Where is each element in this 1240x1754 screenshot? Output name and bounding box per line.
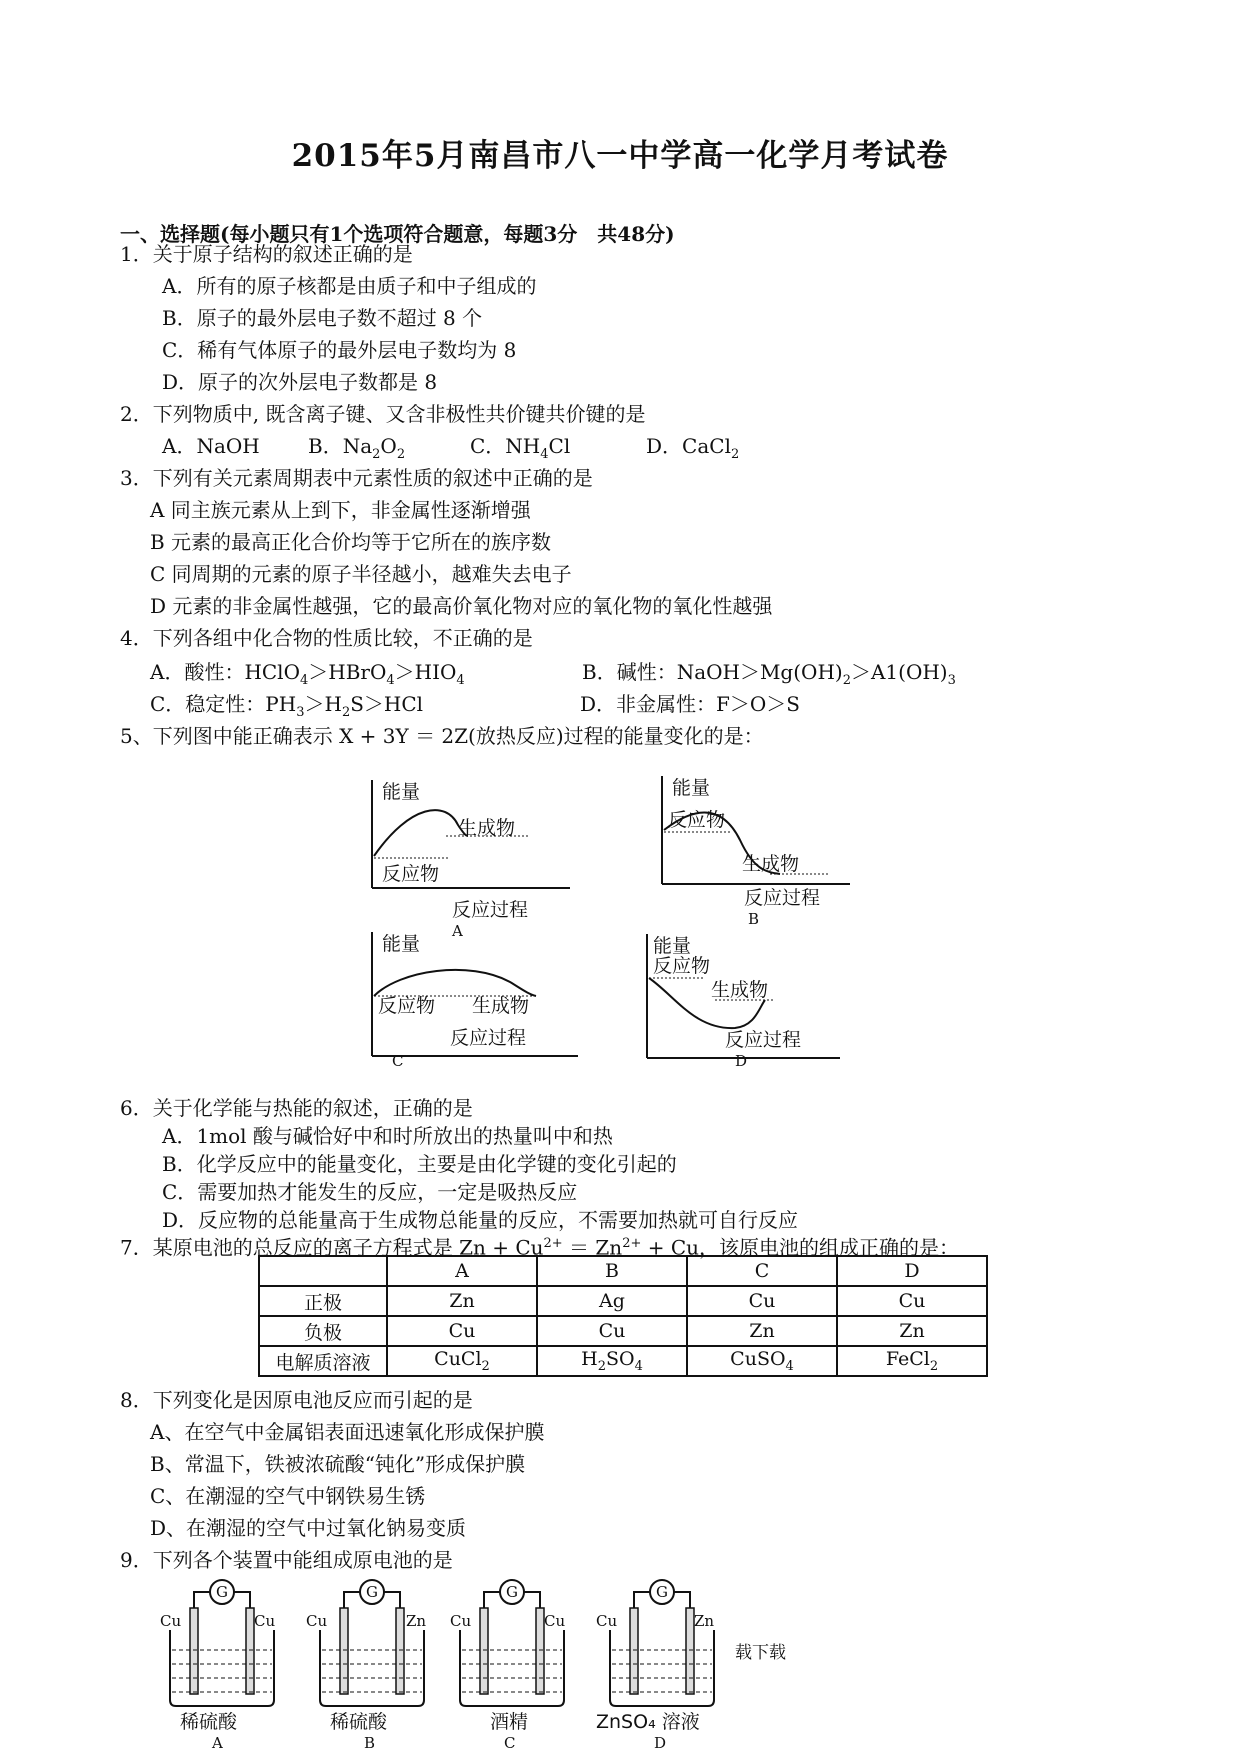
q4-option-b: B．碱性：$NaOH>Mg(OH)_2>A1(OH)_3$: [582, 660, 956, 688]
q2-option-d: D．CaCl$_2$: [646, 434, 740, 462]
q6-option-d: D．反应物的总能量高于生成物总能量的反应，不需要加热就可自行反应: [162, 1208, 799, 1232]
energy-diagram-a: [372, 780, 570, 940]
cell-b: [306, 1580, 426, 1748]
cell-d: [596, 1580, 714, 1748]
label-c: C: [392, 1052, 404, 1070]
q8-option-a: A、在空气中金属铝表面迅速氧化形成保护膜: [150, 1420, 545, 1444]
svg-text:Cu: Cu: [450, 1612, 472, 1630]
svg-text:稀硫酸: 稀硫酸: [330, 1711, 388, 1733]
svg-text:D: D: [654, 1734, 667, 1748]
q1-option-d: D．原子的次外层电子数都是 8: [162, 370, 438, 394]
label-b: B: [748, 910, 760, 928]
label-reactant: 反应物: [653, 955, 711, 977]
axis-energy: 能量: [382, 781, 421, 803]
svg-text:酒精: 酒精: [490, 1711, 529, 1733]
label-reactant: 反应物: [668, 809, 726, 831]
svg-text:B: B: [364, 1734, 376, 1748]
q3-option-a: A 同主族元素从上到下，非金属性逐渐增强: [150, 498, 531, 522]
table-row: 电解质溶液 CuCl$_2$ $H_2SO_4$ CuSO$_4$ FeCl$_2$: [259, 1346, 987, 1376]
axis-energy: 能量: [382, 933, 421, 955]
svg-text:Zn: Zn: [406, 1612, 427, 1630]
energy-diagram-c: [372, 932, 578, 1070]
svg-text:Cu: Cu: [306, 1612, 328, 1630]
label-product: 生成物: [458, 817, 516, 839]
q2-option-c: C．$NH_4Cl$: [470, 434, 571, 462]
svg-text:G: G: [366, 1583, 378, 1601]
q5-stem: 5、下列图中能正确表示 X + 3Y ＝ 2Z(放热反应)过程的能量变化的是：: [120, 724, 764, 748]
label-reactant: 反应物: [378, 995, 436, 1017]
q9-stem: 9．下列各个装置中能组成原电池的是: [120, 1548, 453, 1572]
cell-c: [450, 1580, 565, 1748]
section-heading: 一、选择题(每小题只有1个选项符合题意，每题3分 共48分): [120, 222, 675, 246]
label-product: 生成物: [472, 995, 530, 1017]
q1-option-c: C．稀有气体原子的最外层电子数均为 8: [162, 338, 517, 362]
energy-diagrams: [360, 770, 920, 1090]
q1-option-a: A．所有的原子核都是由质子和中子组成的: [162, 274, 537, 298]
svg-text:Cu: Cu: [160, 1612, 182, 1630]
watermark-text: 载下载: [735, 1643, 786, 1663]
q1-stem: 1．关于原子结构的叙述正确的是: [120, 242, 413, 266]
q8-stem: 8．下列变化是因原电池反应而引起的是: [120, 1388, 473, 1412]
axis-process: 反应过程: [450, 1027, 527, 1049]
q4-stem: 4．下列各组中化合物的性质比较，不正确的是: [120, 626, 533, 650]
svg-text:G: G: [216, 1583, 228, 1601]
label-d: D: [735, 1052, 748, 1070]
svg-text:G: G: [656, 1583, 668, 1601]
axis-process: 反应过程: [725, 1029, 802, 1051]
q6-option-a: A．1mol 酸与碱恰好中和时所放出的热量叫中和热: [162, 1124, 613, 1148]
svg-text:A: A: [212, 1734, 223, 1748]
svg-text:稀硫酸: 稀硫酸: [180, 1711, 238, 1733]
galvanic-cells: [150, 1578, 750, 1748]
q7-stem: 7．某原电池的总反应的离子方程式是 $Zn + Cu^{2+} = Zn^{2+} + Cu$，该原电池的组成正确的是：: [120, 1235, 960, 1260]
table-row: 负极 Cu Cu Zn Zn: [259, 1316, 987, 1346]
svg-text:Cu: Cu: [596, 1612, 618, 1630]
axis-process: 反应过程: [452, 899, 529, 921]
q6-stem: 6．关于化学能与热能的叙述，正确的是: [120, 1096, 473, 1120]
table-row: A B C D: [259, 1256, 987, 1286]
axis-energy: 能量: [672, 777, 711, 799]
axis-energy: 能量: [653, 935, 692, 957]
q4-option-a: A．酸性：$HClO_4>HBrO_4>HIO_4$: [150, 660, 465, 688]
q6-option-b: B．化学反应中的能量变化，主要是由化学键的变化引起的: [162, 1152, 677, 1176]
energy-diagram-b: [662, 776, 850, 928]
cell-a: [160, 1580, 275, 1748]
svg-text:Zn: Zn: [694, 1612, 715, 1630]
q8-option-b: B、常温下，铁被浓硫酸“钝化”形成保护膜: [150, 1452, 526, 1476]
svg-text:G: G: [506, 1583, 518, 1601]
q8-option-d: D、在潮湿的空气中过氧化钠易变质: [150, 1516, 467, 1540]
q3-option-b: B 元素的最高正化合价均等于它所在的族序数: [150, 530, 552, 554]
q3-stem: 3．下列有关元素周期表中元素性质的叙述中正确的是: [120, 466, 593, 490]
q2-option-a: A．NaOH: [162, 434, 260, 458]
label-product: 生成物: [742, 853, 800, 875]
q6-option-c: C．需要加热才能发生的反应，一定是吸热反应: [162, 1180, 578, 1204]
label-a: A: [452, 922, 463, 940]
axis-process: 反应过程: [744, 887, 821, 909]
q4-option-d: D．非金属性：F＞O＞S: [580, 692, 801, 716]
q2-stem: 2．下列物质中, 既含离子键、又含非极性共价键共价键的是: [120, 402, 646, 426]
q8-option-c: C、在潮湿的空气中钢铁易生锈: [150, 1484, 426, 1508]
page-title: 2015年5月南昌市八一中学高一化学月考试卷: [291, 138, 949, 174]
q3-option-c: C 同周期的元素的原子半径越小，越难失去电子: [150, 562, 572, 586]
table-row: 正极 Zn Ag Cu Cu: [259, 1286, 987, 1316]
label-product: 生成物: [711, 979, 769, 1001]
svg-text:C: C: [504, 1734, 516, 1748]
q1-option-b: B．原子的最外层电子数不超过 8 个: [162, 306, 483, 330]
cell-table: [258, 1255, 988, 1377]
energy-diagram-d: [647, 934, 840, 1070]
svg-text:Cu: Cu: [544, 1612, 566, 1630]
svg-text:ZnSO₄ 溶液: ZnSO₄ 溶液: [596, 1711, 700, 1733]
q3-option-d: D 元素的非金属性越强，它的最高价氧化物对应的氧化物的氧化性越强: [150, 594, 773, 618]
q2-option-b: B．$Na_2O_2$: [308, 434, 406, 462]
svg-text:Cu: Cu: [254, 1612, 276, 1630]
q4-option-c: C．稳定性：$PH_3>H_2S>HCl$: [150, 692, 424, 720]
label-reactant: 反应物: [382, 863, 440, 885]
